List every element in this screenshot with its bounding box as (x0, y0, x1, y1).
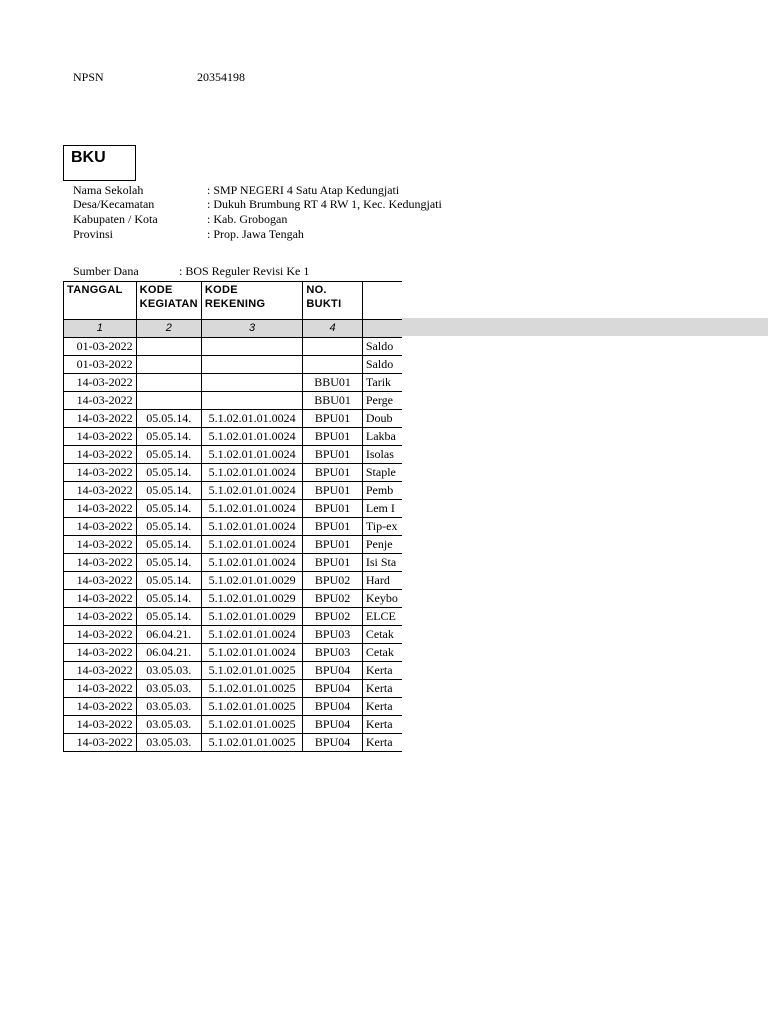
bku-title-box (63, 145, 136, 181)
cell-tanggal: 14-03-2022 (64, 464, 137, 482)
cell-tanggal: 14-03-2022 (64, 554, 137, 572)
cell-no-bukti: BPU04 (303, 698, 363, 716)
bku-title: BKU (71, 149, 106, 166)
table-row (64, 680, 403, 698)
cell-tanggal: 14-03-2022 (64, 680, 137, 698)
npsn-label: NPSN (73, 70, 104, 84)
cell-tanggal: 14-03-2022 (64, 644, 137, 662)
table-row (64, 662, 403, 680)
cell-kode-rekening: 5.1.02.01.01.0024 (201, 428, 302, 446)
table-row (64, 572, 403, 590)
header-kode-rekening: KODE REKENING (201, 282, 302, 320)
cell-tanggal: 14-03-2022 (64, 392, 137, 410)
cell-kode-kegiatan: 06.04.21. (136, 626, 201, 644)
table-row (64, 590, 403, 608)
cell-no-bukti: BPU04 (303, 716, 363, 734)
cell-uraian: Perge (362, 392, 402, 410)
cell-kode-kegiatan (136, 338, 201, 356)
cell-no-bukti: BBU01 (303, 374, 363, 392)
cell-kode-kegiatan: 05.05.14. (136, 590, 201, 608)
cell-tanggal: 14-03-2022 (64, 590, 137, 608)
header-no-bukti: NO. BUKTI (303, 282, 363, 320)
cell-no-bukti: BPU01 (303, 536, 363, 554)
table-row (64, 536, 403, 554)
cell-no-bukti (303, 338, 363, 356)
table-row (64, 734, 403, 752)
table-row (64, 374, 403, 392)
cell-no-bukti: BPU01 (303, 410, 363, 428)
cell-kode-rekening: 5.1.02.01.01.0025 (201, 698, 302, 716)
cell-tanggal: 14-03-2022 (64, 500, 137, 518)
cell-tanggal: 01-03-2022 (64, 338, 137, 356)
cell-kode-rekening: 5.1.02.01.01.0025 (201, 716, 302, 734)
header-uraian (362, 282, 402, 320)
column-number: 2 (136, 320, 201, 338)
school-name-label: Nama Sekolah (73, 183, 144, 197)
cell-kode-kegiatan: 05.05.14. (136, 554, 201, 572)
cell-tanggal: 14-03-2022 (64, 482, 137, 500)
cell-tanggal: 14-03-2022 (64, 626, 137, 644)
school-name-value: : SMP NEGERI 4 Satu Atap Kedungjati (207, 183, 400, 197)
cell-no-bukti: BPU04 (303, 662, 363, 680)
cell-kode-kegiatan: 05.05.14. (136, 428, 201, 446)
regency-value: : Kab. Grobogan (207, 212, 288, 226)
cell-kode-rekening (201, 338, 302, 356)
column-number: 4 (303, 320, 363, 338)
npsn-value: 20354198 (197, 70, 245, 84)
cell-no-bukti: BPU03 (303, 626, 363, 644)
column-number: 3 (201, 320, 302, 338)
cell-kode-rekening: 5.1.02.01.01.0024 (201, 482, 302, 500)
cell-no-bukti: BPU01 (303, 554, 363, 572)
cell-tanggal: 14-03-2022 (64, 608, 137, 626)
cell-uraian: Cetak (362, 626, 402, 644)
table-row (64, 482, 403, 500)
cell-kode-rekening: 5.1.02.01.01.0025 (201, 662, 302, 680)
fund-source-label: Sumber Dana (73, 264, 139, 278)
cell-kode-rekening: 5.1.02.01.01.0025 (201, 734, 302, 752)
cell-kode-kegiatan: 05.05.14. (136, 608, 201, 626)
header-kode-kegiatan: KODE KEGIATAN (136, 282, 201, 320)
cell-uraian: Saldo (362, 338, 402, 356)
cell-kode-rekening: 5.1.02.01.01.0024 (201, 644, 302, 662)
cell-kode-kegiatan: 06.04.21. (136, 644, 201, 662)
cell-kode-kegiatan (136, 374, 201, 392)
cell-tanggal: 14-03-2022 (64, 662, 137, 680)
cell-kode-kegiatan: 05.05.14. (136, 446, 201, 464)
cell-no-bukti: BPU01 (303, 446, 363, 464)
cell-kode-kegiatan: 05.05.14. (136, 572, 201, 590)
cell-kode-kegiatan: 05.05.14. (136, 410, 201, 428)
cell-kode-kegiatan: 03.05.03. (136, 716, 201, 734)
cell-tanggal: 14-03-2022 (64, 716, 137, 734)
cell-no-bukti: BPU02 (303, 572, 363, 590)
cell-kode-rekening: 5.1.02.01.01.0024 (201, 500, 302, 518)
table-row (64, 608, 403, 626)
cell-tanggal: 14-03-2022 (64, 698, 137, 716)
cell-kode-kegiatan: 05.05.14. (136, 518, 201, 536)
cell-no-bukti: BPU04 (303, 734, 363, 752)
cell-kode-rekening: 5.1.02.01.01.0029 (201, 608, 302, 626)
cell-kode-kegiatan: 05.05.14. (136, 464, 201, 482)
cell-uraian: Doub (362, 410, 402, 428)
cell-uraian: Tip-ex (362, 518, 402, 536)
cell-uraian: Kerta (362, 680, 402, 698)
province-label: Provinsi (73, 227, 114, 241)
cell-uraian: Kerta (362, 698, 402, 716)
cell-kode-rekening: 5.1.02.01.01.0024 (201, 536, 302, 554)
table-row (64, 626, 403, 644)
cell-no-bukti: BPU01 (303, 482, 363, 500)
cell-tanggal: 14-03-2022 (64, 410, 137, 428)
cell-uraian: Staple (362, 464, 402, 482)
cell-kode-kegiatan: 03.05.03. (136, 698, 201, 716)
cell-kode-kegiatan: 05.05.14. (136, 536, 201, 554)
cell-kode-kegiatan (136, 392, 201, 410)
cell-uraian: Lem I (362, 500, 402, 518)
bku-ledger-table (63, 281, 402, 752)
cell-uraian: Kerta (362, 662, 402, 680)
table-row (64, 500, 403, 518)
regency-label: Kabupaten / Kota (73, 212, 158, 226)
cell-kode-rekening: 5.1.02.01.01.0024 (201, 410, 302, 428)
cell-uraian: Penje (362, 536, 402, 554)
cell-uraian: Kerta (362, 716, 402, 734)
cell-no-bukti: BPU04 (303, 680, 363, 698)
cell-kode-kegiatan (136, 356, 201, 374)
column-number-row-extension (402, 318, 768, 336)
cell-no-bukti: BPU01 (303, 518, 363, 536)
cell-kode-kegiatan: 03.05.03. (136, 662, 201, 680)
table-row (64, 446, 403, 464)
cell-no-bukti: BPU03 (303, 644, 363, 662)
cell-uraian: ELCE (362, 608, 402, 626)
cell-tanggal: 14-03-2022 (64, 374, 137, 392)
cell-uraian: Lakba (362, 428, 402, 446)
cell-kode-rekening: 5.1.02.01.01.0024 (201, 626, 302, 644)
header-tanggal: TANGGAL (64, 282, 137, 320)
village-district-value: : Dukuh Brumbung RT 4 RW 1, Kec. Kedungjati (207, 197, 442, 211)
table-header-row (64, 282, 403, 320)
table-row (64, 392, 403, 410)
cell-no-bukti: BPU01 (303, 464, 363, 482)
cell-no-bukti: BPU01 (303, 428, 363, 446)
table-row (64, 356, 403, 374)
village-district-label: Desa/Kecamatan (73, 197, 155, 211)
cell-kode-rekening (201, 374, 302, 392)
province-value: : Prop. Jawa Tengah (207, 227, 304, 241)
cell-kode-rekening: 5.1.02.01.01.0024 (201, 446, 302, 464)
table-row (64, 428, 403, 446)
cell-no-bukti (303, 356, 363, 374)
cell-kode-kegiatan: 05.05.14. (136, 482, 201, 500)
fund-source-value: : BOS Reguler Revisi Ke 1 (179, 264, 310, 278)
cell-tanggal: 14-03-2022 (64, 536, 137, 554)
cell-tanggal: 14-03-2022 (64, 734, 137, 752)
cell-uraian: Cetak (362, 644, 402, 662)
cell-uraian: Tarik (362, 374, 402, 392)
table-row (64, 716, 403, 734)
cell-kode-rekening: 5.1.02.01.01.0025 (201, 680, 302, 698)
table-row (64, 518, 403, 536)
cell-tanggal: 14-03-2022 (64, 446, 137, 464)
cell-no-bukti: BPU02 (303, 590, 363, 608)
cell-tanggal: 14-03-2022 (64, 572, 137, 590)
cell-kode-rekening: 5.1.02.01.01.0024 (201, 554, 302, 572)
table-row (64, 554, 403, 572)
table-row (64, 644, 403, 662)
cell-no-bukti: BPU02 (303, 608, 363, 626)
cell-kode-kegiatan: 05.05.14. (136, 500, 201, 518)
cell-tanggal: 14-03-2022 (64, 518, 137, 536)
table-row (64, 698, 403, 716)
cell-kode-kegiatan: 03.05.03. (136, 734, 201, 752)
cell-uraian: Keybo (362, 590, 402, 608)
cell-kode-rekening: 5.1.02.01.01.0029 (201, 572, 302, 590)
table-row (64, 464, 403, 482)
cell-tanggal: 01-03-2022 (64, 356, 137, 374)
cell-uraian: Isi Sta (362, 554, 402, 572)
cell-kode-rekening: 5.1.02.01.01.0024 (201, 464, 302, 482)
cell-no-bukti: BPU01 (303, 500, 363, 518)
cell-uraian: Saldo (362, 356, 402, 374)
cell-kode-rekening (201, 392, 302, 410)
cell-no-bukti: BBU01 (303, 392, 363, 410)
cell-kode-rekening (201, 356, 302, 374)
table-row (64, 410, 403, 428)
cell-kode-kegiatan: 03.05.03. (136, 680, 201, 698)
cell-kode-rekening: 5.1.02.01.01.0029 (201, 590, 302, 608)
cell-uraian: Hard (362, 572, 402, 590)
table-row (64, 338, 403, 356)
cell-uraian: Pemb (362, 482, 402, 500)
column-number (362, 320, 402, 338)
cell-kode-rekening: 5.1.02.01.01.0024 (201, 518, 302, 536)
cell-tanggal: 14-03-2022 (64, 428, 137, 446)
column-number: 1 (64, 320, 137, 338)
cell-uraian: Kerta (362, 734, 402, 752)
column-number-row (64, 320, 403, 338)
cell-uraian: Isolas (362, 446, 402, 464)
